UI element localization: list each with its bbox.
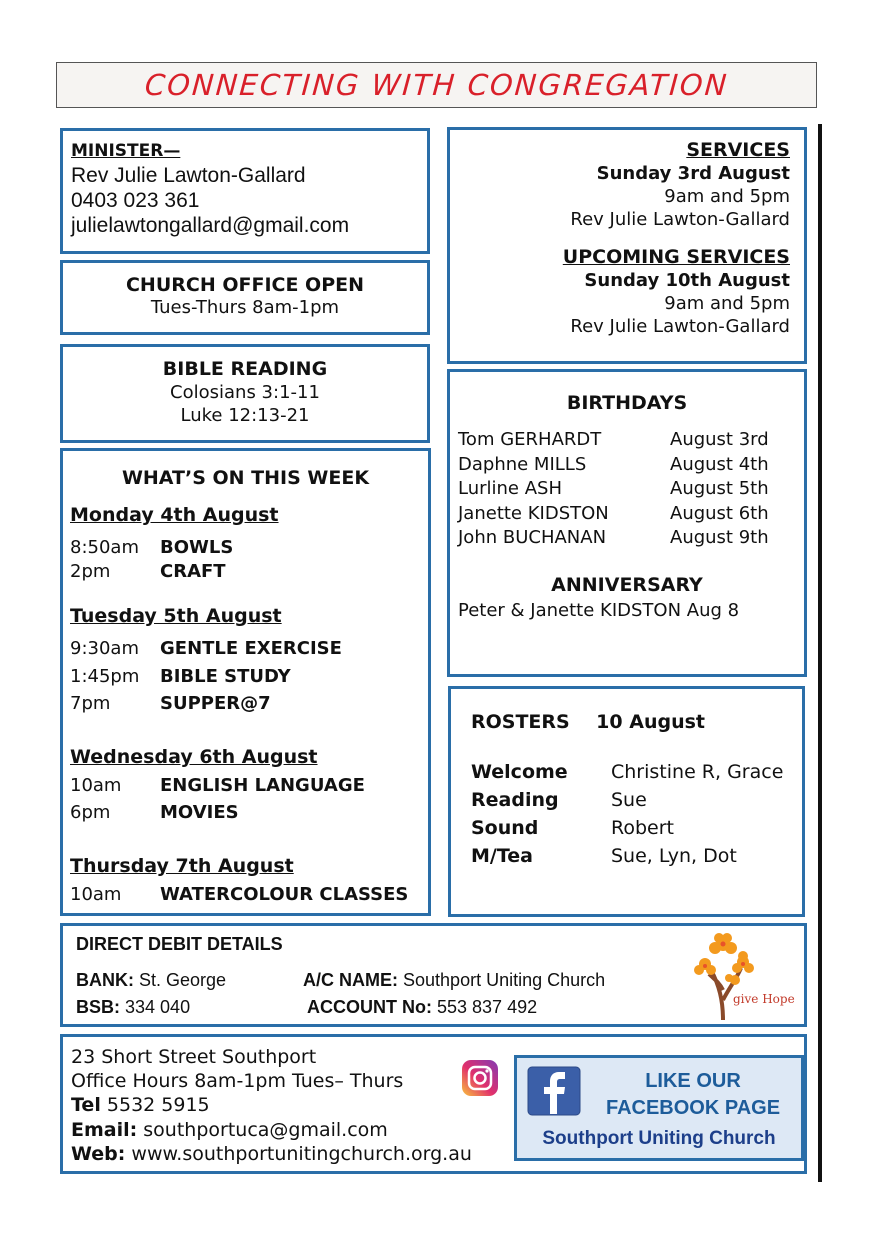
- web-label: Web:: [71, 1143, 126, 1165]
- roster-role: M/Tea: [471, 845, 533, 867]
- account-label: ACCOUNT No:: [307, 997, 432, 1017]
- give-hope-logo: [689, 930, 795, 1024]
- roster-people: Sue: [611, 789, 647, 811]
- event-name: MOVIES: [160, 802, 239, 823]
- event-time: 2pm: [70, 561, 111, 582]
- rosters-heading: ROSTERS 10 August: [471, 711, 705, 733]
- flower-tree-icon: [689, 930, 795, 1024]
- minister-email[interactable]: julielawtongallard@gmail.com: [71, 214, 350, 237]
- bank-label: BANK:: [76, 970, 134, 990]
- bsb-label: BSB:: [76, 997, 120, 1017]
- event-row: [70, 536, 233, 560]
- upcoming-times: 9am and 5pm: [664, 293, 790, 314]
- birthday-name: Tom GERHARDT: [458, 429, 602, 450]
- birthday-date: August 5th: [670, 478, 769, 499]
- anniversary-text: Peter & Janette KIDSTON Aug 8: [458, 600, 740, 621]
- bible-reading-box: [60, 344, 430, 443]
- services-date: Sunday 3rd August: [596, 163, 790, 184]
- birthday-name: John BUCHANAN: [458, 527, 607, 548]
- roster-people: Robert: [611, 817, 674, 839]
- birthday-name: Janette KIDSTON: [458, 503, 609, 524]
- roster-row: [471, 758, 783, 786]
- birthday-date: August 4th: [670, 454, 769, 475]
- event-name: WATERCOLOUR CLASSES: [160, 884, 409, 905]
- event-row: [70, 637, 342, 661]
- roster-people: Sue, Lyn, Dot: [611, 845, 737, 867]
- event-time: 8:50am: [70, 537, 139, 558]
- anniversary-heading: ANNIVERSARY: [551, 574, 703, 596]
- bsb-field: [76, 997, 190, 1018]
- day-heading-tuesday: Tuesday 5th August: [70, 605, 282, 627]
- minister-phone[interactable]: 0403 023 361: [71, 189, 200, 212]
- office-box: [60, 260, 430, 335]
- account-field: [307, 997, 537, 1018]
- event-name: BOWLS: [160, 537, 234, 558]
- office-hours: Tues-Thurs 8am-1pm: [150, 297, 340, 318]
- roster-role: Sound: [471, 817, 539, 839]
- facebook-box[interactable]: [514, 1055, 804, 1161]
- event-row: [70, 665, 291, 689]
- minister-heading: MINISTER—: [71, 141, 181, 161]
- bank-field: [76, 970, 226, 991]
- upcoming-date: Sunday 10th August: [584, 270, 790, 291]
- event-name: BIBLE STUDY: [160, 666, 291, 687]
- roster-row: [471, 842, 737, 870]
- event-time: 10am: [70, 775, 122, 796]
- minister-box: [60, 128, 430, 254]
- tel-line: [71, 1093, 210, 1117]
- upcoming-heading: UPCOMING SERVICES: [562, 246, 790, 268]
- debit-heading: DIRECT DEBIT DETAILS: [76, 934, 283, 954]
- facebook-cta: [579, 1068, 807, 1122]
- account-value: 553 837 492: [437, 997, 538, 1017]
- birthday-date: August 6th: [670, 503, 769, 524]
- event-name: SUPPER@7: [160, 693, 271, 714]
- event-time: 10am: [70, 884, 122, 905]
- facebook-line-1: LIKE OUR: [645, 1070, 741, 1092]
- services-minister: Rev Julie Lawton-Gallard: [570, 209, 790, 230]
- tel-label: Tel: [71, 1094, 101, 1116]
- event-name: CRAFT: [160, 561, 226, 582]
- day-heading-thursday: Thursday 7th August: [70, 855, 294, 877]
- event-time: 7pm: [70, 693, 111, 714]
- birthdays-box: [447, 369, 807, 677]
- acname-value: Southport Uniting Church: [403, 970, 606, 990]
- roster-people: Christine R, Grace: [611, 761, 784, 783]
- web-value[interactable]: www.southportunitingchurch.org.au: [131, 1143, 472, 1165]
- whats-on-heading: WHAT’S ON THIS WEEK: [121, 467, 370, 489]
- services-times: 9am and 5pm: [664, 186, 790, 207]
- event-row: [70, 774, 365, 798]
- instagram-icon[interactable]: [461, 1059, 499, 1097]
- minister-name: Rev Julie Lawton-Gallard: [71, 164, 306, 187]
- office-heading: CHURCH OFFICE OPEN: [125, 274, 365, 296]
- event-name: ENGLISH LANGUAGE: [160, 775, 365, 796]
- bible-reading-1: Colosians 3:1-11: [170, 382, 320, 403]
- address: 23 Short Street Southport: [71, 1046, 317, 1068]
- roster-row: [471, 786, 647, 814]
- birthday-date: August 3rd: [670, 429, 769, 450]
- roster-row: [471, 814, 674, 842]
- email-line: [71, 1118, 388, 1142]
- web-line: [71, 1142, 472, 1166]
- facebook-page-name[interactable]: Southport Uniting Church: [542, 1128, 776, 1149]
- services-heading: SERVICES: [686, 139, 790, 161]
- day-heading-monday: Monday 4th August: [70, 504, 279, 526]
- rosters-box: [448, 686, 805, 917]
- contact-box: [60, 1034, 807, 1174]
- facebook-icon[interactable]: [527, 1066, 581, 1116]
- acname-field: [303, 970, 605, 991]
- roster-role: Reading: [471, 789, 559, 811]
- email-value[interactable]: southportuca@gmail.com: [143, 1119, 388, 1141]
- facebook-line-2: FACEBOOK PAGE: [605, 1097, 781, 1119]
- birthday-name: Daphne MILLS: [458, 454, 587, 475]
- email-label: Email:: [71, 1119, 138, 1141]
- whats-on-box: [60, 448, 431, 916]
- office-hours: Office Hours 8am-1pm Tues– Thurs: [71, 1070, 404, 1092]
- event-row: [70, 560, 226, 584]
- bsb-value: 334 040: [125, 997, 191, 1017]
- event-time: 1:45pm: [70, 666, 140, 687]
- roster-role: Welcome: [471, 761, 568, 783]
- acname-label: A/C NAME:: [303, 970, 398, 990]
- birthday-date: August 9th: [670, 527, 769, 548]
- birthday-name: Lurline ASH: [458, 478, 563, 499]
- birthdays-heading: BIRTHDAYS: [566, 392, 688, 414]
- direct-debit-box: [60, 923, 807, 1027]
- bank-value: St. George: [139, 970, 227, 990]
- page-title: CONNECTING WITH CONGREGATION: [143, 68, 730, 102]
- event-row: [70, 883, 408, 907]
- event-row: [70, 801, 239, 825]
- event-name: GENTLE EXERCISE: [160, 638, 342, 659]
- services-box: [447, 127, 807, 364]
- page-banner: [56, 62, 817, 108]
- give-hope-text: give Hope: [733, 992, 795, 1006]
- event-row: [70, 692, 271, 716]
- event-time: 6pm: [70, 802, 111, 823]
- day-heading-wednesday: Wednesday 6th August: [70, 746, 318, 768]
- tel-value[interactable]: 5532 5915: [106, 1094, 210, 1116]
- bible-reading-2: Luke 12:13-21: [180, 405, 310, 426]
- upcoming-minister: Rev Julie Lawton-Gallard: [570, 316, 790, 337]
- vertical-divider: [818, 124, 822, 1182]
- bible-heading: BIBLE READING: [162, 358, 328, 380]
- event-time: 9:30am: [70, 638, 139, 659]
